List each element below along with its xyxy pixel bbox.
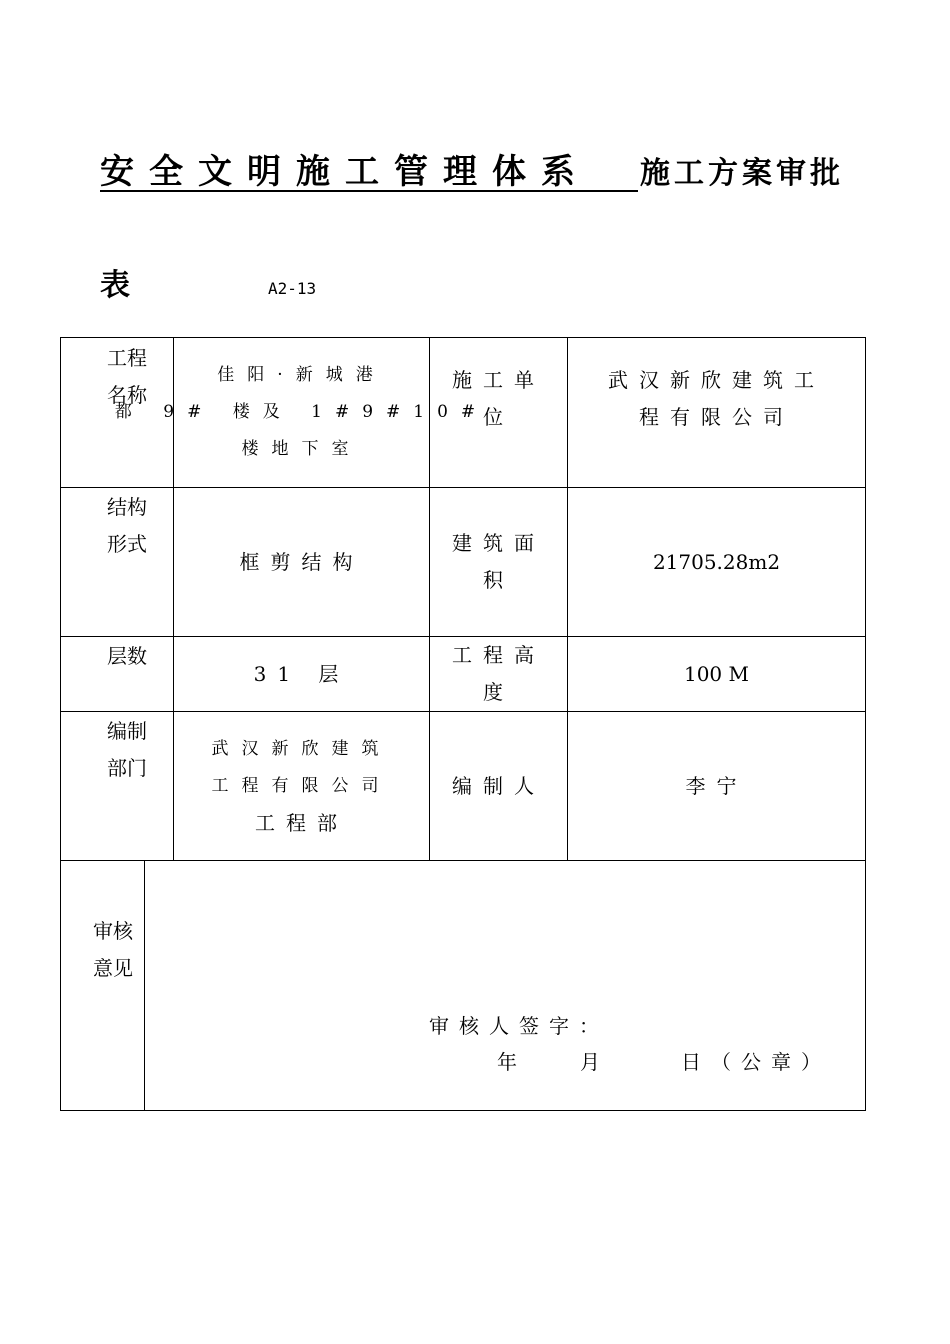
value-line: 工程有限公司 bbox=[211, 775, 392, 796]
label-floors: 层数 bbox=[107, 644, 147, 668]
label-line: 施工单 bbox=[452, 368, 545, 392]
label-structure-type: 结构形式 bbox=[107, 495, 147, 556]
value-line: 武汉新欣建筑工 bbox=[608, 368, 825, 392]
approval-table bbox=[60, 337, 866, 1111]
label-project-name: 工程名称 bbox=[107, 346, 147, 407]
label-line: 位 bbox=[483, 405, 514, 429]
value-compiling-department bbox=[174, 712, 429, 860]
title-form-name: 施工方案审批 bbox=[640, 156, 844, 191]
title-system-name: 安全文明施工管理体系 bbox=[100, 150, 638, 192]
label-project-height bbox=[430, 637, 567, 711]
reviewer-signature-label: 审核人签字： bbox=[429, 1014, 609, 1038]
label-building-area bbox=[430, 488, 567, 636]
title-continuation: 表 bbox=[100, 268, 130, 303]
label-review-opinion: 审核意见 bbox=[93, 919, 133, 980]
value-line: 100 M bbox=[683, 661, 749, 686]
value-construction-unit bbox=[568, 338, 865, 460]
label-compiling-department: 编制部门 bbox=[107, 719, 147, 780]
value-line: 工程部 bbox=[255, 810, 348, 835]
value-line: 佳阳·新城港 bbox=[217, 365, 386, 385]
value-building-area bbox=[568, 488, 865, 636]
label-compiler bbox=[430, 712, 567, 860]
date-day-seal-label: 日（公章） bbox=[681, 1050, 831, 1074]
value-compiler bbox=[568, 712, 865, 860]
label-construction-unit bbox=[430, 338, 567, 460]
value-line: 楼地下室 bbox=[241, 439, 362, 459]
label-line: 编制人 bbox=[452, 773, 545, 798]
value-line: 31 层 bbox=[253, 661, 350, 686]
label-line: 建筑面 bbox=[452, 531, 545, 555]
value-floors bbox=[174, 637, 429, 711]
column-divider bbox=[144, 860, 145, 1111]
label-line: 积 bbox=[483, 568, 514, 592]
value-line: 框剪结构 bbox=[239, 549, 364, 574]
value-line: 武汉新欣建筑 bbox=[211, 738, 392, 759]
value-line: 都 9# 楼及 1#9#10# bbox=[114, 402, 489, 422]
row-divider bbox=[61, 860, 865, 861]
value-line: 21705.28m2 bbox=[652, 549, 781, 574]
form-code: A2-13 bbox=[268, 279, 317, 298]
date-year-label: 年 bbox=[497, 1050, 527, 1074]
value-line: 程有限公司 bbox=[639, 405, 794, 429]
label-line: 工程高 bbox=[452, 643, 545, 667]
document-title bbox=[100, 150, 844, 198]
label-line: 度 bbox=[483, 680, 514, 704]
value-line: 李宁 bbox=[685, 773, 748, 798]
value-project-height bbox=[568, 637, 865, 711]
value-structure-type bbox=[174, 488, 429, 636]
date-month-label: 月 bbox=[580, 1050, 610, 1074]
